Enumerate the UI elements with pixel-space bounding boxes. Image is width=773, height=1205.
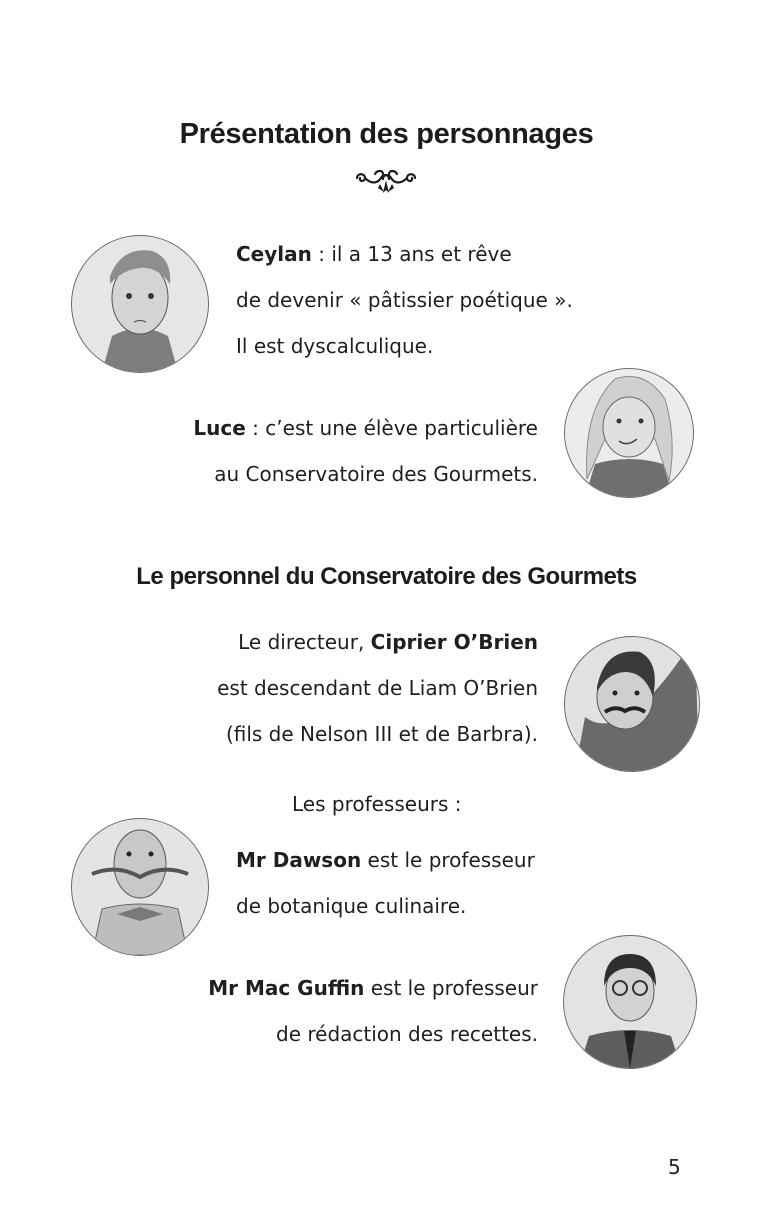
luce-name: Luce bbox=[193, 416, 246, 440]
ciprier-portrait bbox=[564, 636, 700, 772]
ceylan-portrait bbox=[71, 235, 209, 373]
fleuron-ornament-icon bbox=[351, 168, 421, 196]
macguffin-line-1: Mr Mac Guffin est le professeur bbox=[208, 976, 538, 1000]
dawson-line-2: de botanique culinaire. bbox=[236, 894, 467, 918]
ciprier-line-3: (fils de Nelson III et de Barbra). bbox=[225, 722, 538, 746]
macguffin-portrait bbox=[563, 935, 697, 1069]
staff-section-title: Le personnel du Conservatoire des Gourmets bbox=[136, 563, 637, 590]
luce-line-2: au Conservatoire des Gourmets. bbox=[214, 462, 538, 486]
macguffin-name: Mr Mac Guffin bbox=[208, 976, 365, 1000]
ciprier-name: Ciprier O’Brien bbox=[370, 630, 538, 654]
page-title: Présentation des personnages bbox=[179, 118, 594, 150]
ceylan-line-2: de devenir « pâtissier poétique ». bbox=[236, 288, 573, 312]
dawson-portrait bbox=[71, 818, 209, 956]
luce-portrait bbox=[564, 368, 694, 498]
luce-line-1: Luce : c’est une élève particulière bbox=[193, 416, 538, 440]
dawson-name: Mr Dawson bbox=[236, 848, 362, 872]
ceylan-name: Ceylan bbox=[236, 242, 312, 266]
ciprier-line-1: Le directeur, Ciprier O’Brien bbox=[238, 630, 538, 654]
dawson-line-1: Mr Dawson est le professeur bbox=[236, 848, 535, 872]
professors-heading: Les professeurs : bbox=[292, 792, 462, 816]
ceylan-line-3: Il est dyscalculique. bbox=[236, 334, 434, 358]
ceylan-line-1: Ceylan : il a 13 ans et rêve bbox=[236, 242, 512, 266]
macguffin-line-2: de rédaction des recettes. bbox=[276, 1022, 538, 1046]
page-number: 5 bbox=[668, 1155, 681, 1179]
ciprier-line-2: est descendant de Liam O’Brien bbox=[217, 676, 538, 700]
